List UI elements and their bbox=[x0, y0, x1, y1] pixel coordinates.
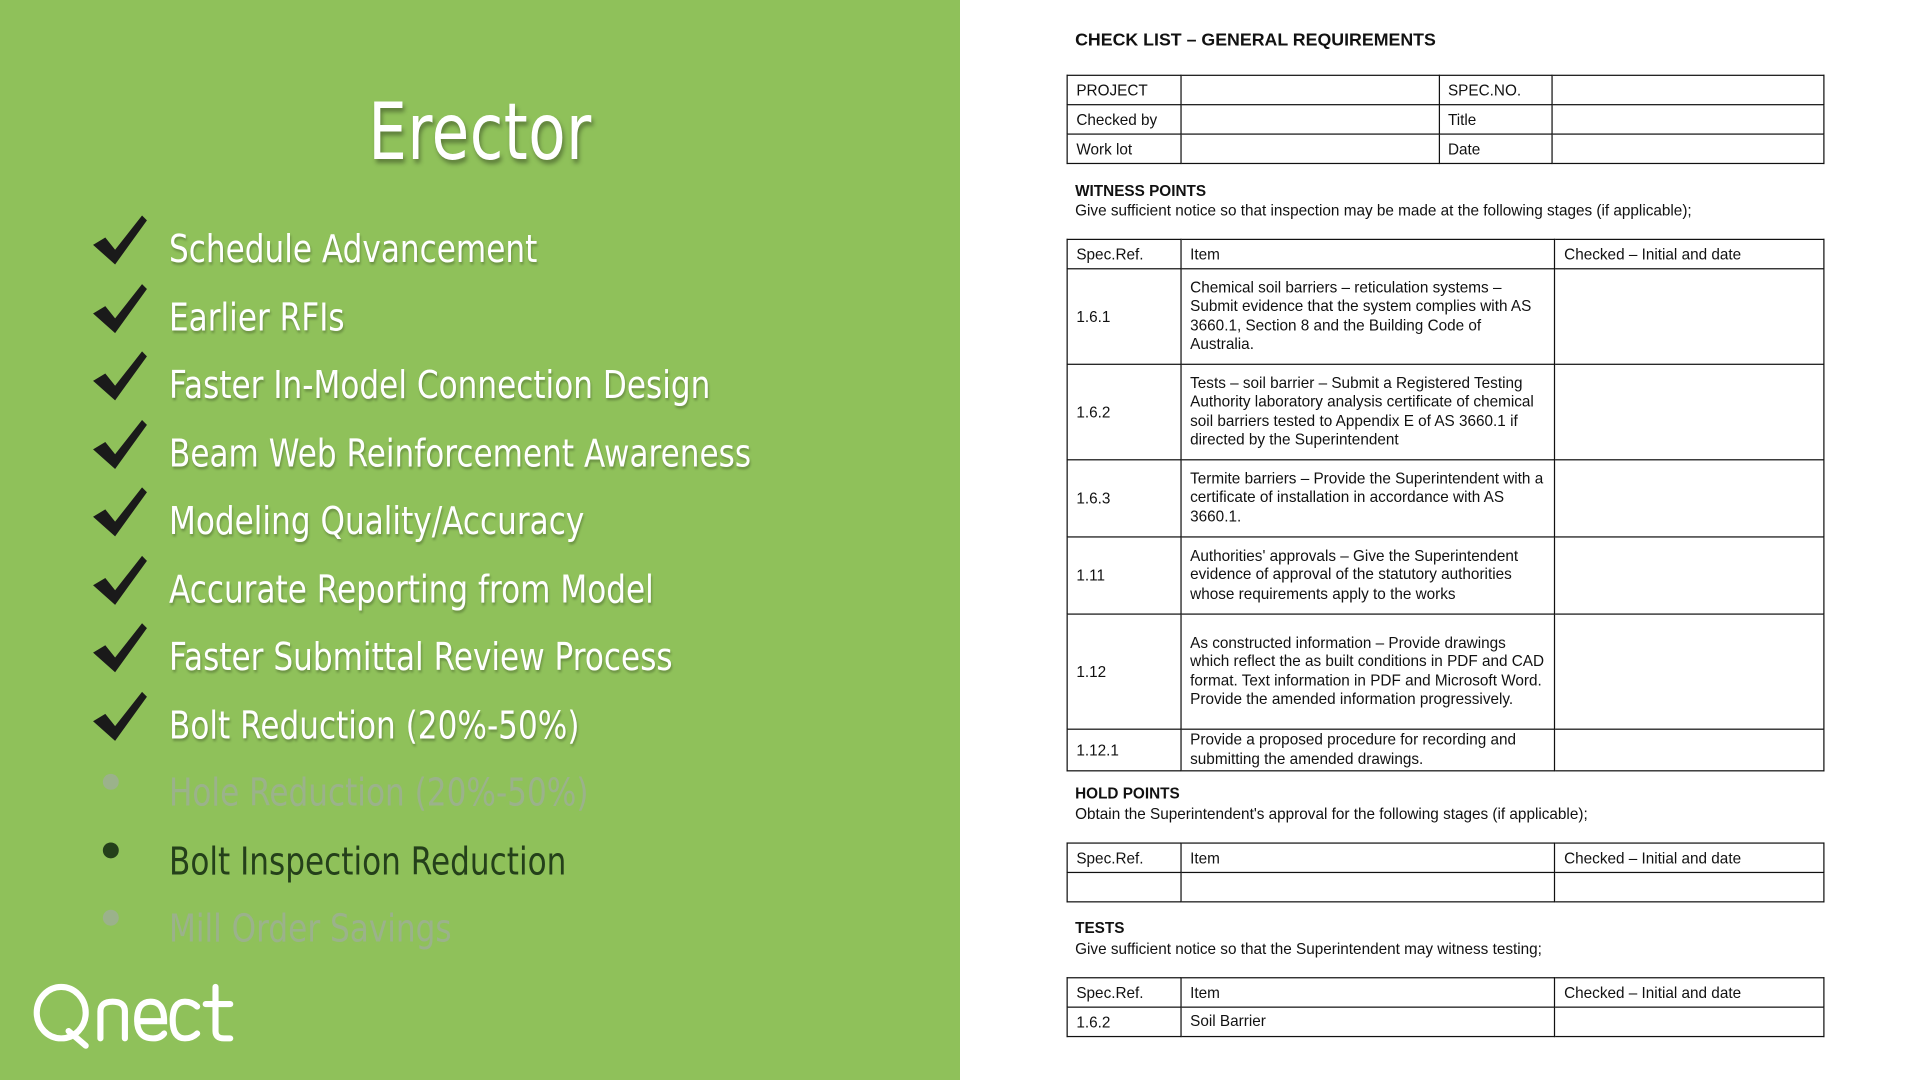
checklist-document bbox=[960, 0, 1920, 1080]
info-row bbox=[1067, 75, 1824, 104]
spec-ref-cell: 1.6.2 bbox=[1067, 1007, 1181, 1036]
spec-ref-cell: 1.6.3 bbox=[1067, 460, 1181, 537]
column-header-item: Item bbox=[1181, 239, 1555, 268]
bullet-item bbox=[88, 895, 945, 963]
bullet-item bbox=[88, 691, 945, 759]
bullet-dot-icon bbox=[103, 842, 119, 858]
item-cell: Chemical soil barriers – reticulation systems – Submit evidence that the system complies with AS 3660.1, Section 8 and the Building Code of Australia. bbox=[1181, 269, 1555, 365]
checkmark-icon bbox=[88, 281, 149, 335]
column-header-item: Item bbox=[1181, 978, 1555, 1007]
column-header-checked: Checked – Initial and date bbox=[1555, 239, 1824, 268]
checkmark-icon bbox=[88, 349, 149, 403]
bullet-label: Beam Web Reinforcement Awareness bbox=[168, 431, 752, 476]
item-cell: Tests – soil barrier – Submit a Registered Testing Authority laboratory analysis certificate of chemical soil barriers tested to Appendix E of AS 3660.1 if directed by the Superintendent bbox=[1181, 364, 1555, 460]
column-header-spec-ref: Spec.Ref. bbox=[1067, 239, 1181, 268]
bullet-label: Earlier RFIs bbox=[168, 295, 345, 340]
checked-cell[interactable] bbox=[1555, 729, 1824, 771]
checkmark-icon bbox=[88, 213, 149, 267]
item-cell: Soil Barrier bbox=[1181, 1007, 1555, 1036]
bullet-label: Schedule Advancement bbox=[168, 227, 538, 272]
bullet-dot-icon bbox=[103, 910, 119, 926]
info-value-field[interactable] bbox=[1181, 105, 1439, 134]
tests-table bbox=[1067, 977, 1825, 1037]
bullet-item bbox=[88, 283, 945, 351]
info-row bbox=[1067, 105, 1824, 134]
checked-cell[interactable] bbox=[1555, 1007, 1824, 1036]
witness-points-table bbox=[1067, 239, 1825, 772]
bullet-label: Bolt Reduction (20%-50%) bbox=[168, 703, 580, 748]
info-label: Title bbox=[1439, 105, 1553, 134]
bullet-label: Hole Reduction (20%-50%) bbox=[168, 771, 589, 816]
bullet-item bbox=[88, 827, 945, 895]
document-title: CHECK LIST – GENERAL REQUIREMENTS bbox=[1075, 30, 1436, 51]
witness-points-note: Give sufficient notice so that inspection may be made at the following stages (if applicable); bbox=[1075, 202, 1692, 220]
bullet-label: Accurate Reporting from Model bbox=[168, 567, 654, 612]
checkmark-icon bbox=[88, 621, 149, 675]
checked-cell[interactable] bbox=[1555, 872, 1824, 901]
witness-points-heading: WITNESS POINTS bbox=[1075, 182, 1207, 200]
info-label: Work lot bbox=[1067, 134, 1181, 163]
hold-points-heading: HOLD POINTS bbox=[1075, 784, 1180, 803]
qnect-logo bbox=[32, 975, 240, 1053]
table-row bbox=[1067, 614, 1824, 729]
bullet-label: Faster In-Model Connection Design bbox=[168, 363, 711, 408]
bullet-list bbox=[88, 216, 945, 964]
checked-cell[interactable] bbox=[1555, 460, 1824, 537]
checkmark-icon bbox=[88, 689, 149, 743]
bullet-label: Modeling Quality/Accuracy bbox=[168, 499, 585, 544]
spec-ref-cell: 1.12 bbox=[1067, 614, 1181, 729]
spec-ref-cell: 1.12.1 bbox=[1067, 729, 1181, 771]
table-row bbox=[1067, 729, 1824, 771]
bullet-item bbox=[88, 759, 945, 827]
bullet-dot-icon bbox=[103, 774, 119, 790]
spec-ref-cell: 1.11 bbox=[1067, 537, 1181, 614]
bullet-item bbox=[88, 487, 945, 555]
checkmark-icon bbox=[88, 553, 149, 607]
info-value-field[interactable] bbox=[1553, 134, 1824, 163]
info-row bbox=[1067, 134, 1824, 163]
info-label: SPEC.NO. bbox=[1439, 75, 1553, 104]
checkmark-icon bbox=[88, 485, 149, 539]
checked-cell[interactable] bbox=[1555, 537, 1824, 614]
tests-heading: TESTS bbox=[1075, 919, 1125, 937]
project-info-table bbox=[1067, 75, 1825, 164]
table-row bbox=[1067, 872, 1824, 901]
tests-note: Give sufficient notice so that the Superintendent may witness testing; bbox=[1075, 940, 1542, 958]
bullet-label: Bolt Inspection Reduction bbox=[168, 839, 567, 884]
bullet-item bbox=[88, 623, 945, 691]
table-row bbox=[1067, 269, 1824, 365]
checked-cell[interactable] bbox=[1555, 364, 1824, 460]
column-header-spec-ref: Spec.Ref. bbox=[1067, 978, 1181, 1007]
item-cell: Provide a proposed procedure for recording and submitting the amended drawings. bbox=[1181, 729, 1555, 771]
bullet-item bbox=[88, 419, 945, 487]
hold-points-table bbox=[1067, 842, 1825, 902]
column-header-item: Item bbox=[1181, 843, 1555, 872]
table-row bbox=[1067, 537, 1824, 614]
column-header-checked: Checked – Initial and date bbox=[1555, 843, 1824, 872]
spec-ref-cell: 1.6.1 bbox=[1067, 269, 1181, 365]
table-row bbox=[1067, 1007, 1824, 1036]
info-value-field[interactable] bbox=[1553, 75, 1824, 104]
item-cell: Termite barriers – Provide the Superintendent with a certificate of installation in accordance with AS 3660.1. bbox=[1181, 460, 1555, 537]
bullet-label: Faster Submittal Review Process bbox=[168, 635, 673, 680]
table-row bbox=[1067, 460, 1824, 537]
checkmark-icon bbox=[88, 417, 149, 471]
info-label: Date bbox=[1439, 134, 1553, 163]
bullet-label: Mill Order Savings bbox=[168, 907, 452, 952]
checked-cell[interactable] bbox=[1555, 614, 1824, 729]
item-cell: As constructed information – Provide drawings which reflect the as built conditions in PDF and CAD format. Text information in PDF and Microsoft Word. Provide the amended information progressively. bbox=[1181, 614, 1555, 729]
column-header-checked: Checked – Initial and date bbox=[1555, 978, 1824, 1007]
info-value-field[interactable] bbox=[1181, 134, 1439, 163]
spec-ref-cell bbox=[1067, 872, 1181, 901]
bullet-item bbox=[88, 216, 945, 284]
bullet-item bbox=[88, 555, 945, 623]
bullet-item bbox=[88, 351, 945, 419]
spec-ref-cell: 1.6.2 bbox=[1067, 364, 1181, 460]
slide-title: Erector bbox=[368, 88, 592, 179]
info-label: Checked by bbox=[1067, 105, 1181, 134]
info-value-field[interactable] bbox=[1181, 75, 1439, 104]
checked-cell[interactable] bbox=[1555, 269, 1824, 365]
info-value-field[interactable] bbox=[1553, 105, 1824, 134]
table-row bbox=[1067, 364, 1824, 460]
item-cell: Authorities' approvals – Give the Superintendent evidence of approval of the statutory authorities whose requirements apply to the works bbox=[1181, 537, 1555, 614]
hold-points-note: Obtain the Superintendent's approval for the following stages (if applicable); bbox=[1075, 805, 1588, 823]
info-label: PROJECT bbox=[1067, 75, 1181, 104]
column-header-spec-ref: Spec.Ref. bbox=[1067, 843, 1181, 872]
item-cell bbox=[1181, 872, 1555, 901]
